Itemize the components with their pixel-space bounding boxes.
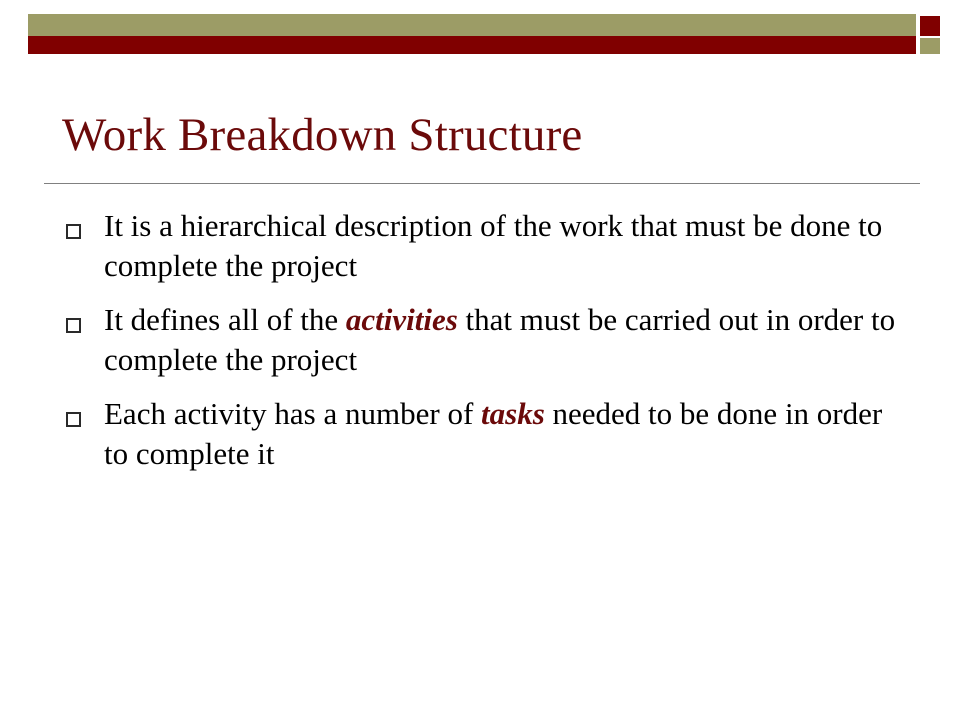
bullet-item [62,300,912,380]
bullet-text-continued: that must be carried out in order to complete the project [104,302,896,377]
bullet-list [62,206,912,488]
bullet-text: It is a hierarchical description of the work that must be done to complete the project [104,208,883,283]
bullet-emphasis-activities: activities [345,302,458,337]
hollow-square-bullet-icon [66,412,81,427]
bullet-item [62,206,912,286]
hollow-square-bullet-icon [66,224,81,239]
title-divider [44,183,920,184]
bullet-text-continued: needed to be done in order to complete it [104,396,883,471]
bullet-text: Each activity has a number of [104,396,482,431]
top-banner-red-bar [28,36,916,54]
top-banner-olive-bar [28,14,916,36]
slide-title: Work Breakdown Structure [62,109,583,161]
banner-red-square-icon [920,16,940,36]
bullet-text: It defines all of the [104,302,346,337]
bullet-item [62,394,912,474]
bullet-emphasis-tasks: tasks [481,396,545,431]
banner-olive-square-icon [920,38,940,54]
hollow-square-bullet-icon [66,318,81,333]
